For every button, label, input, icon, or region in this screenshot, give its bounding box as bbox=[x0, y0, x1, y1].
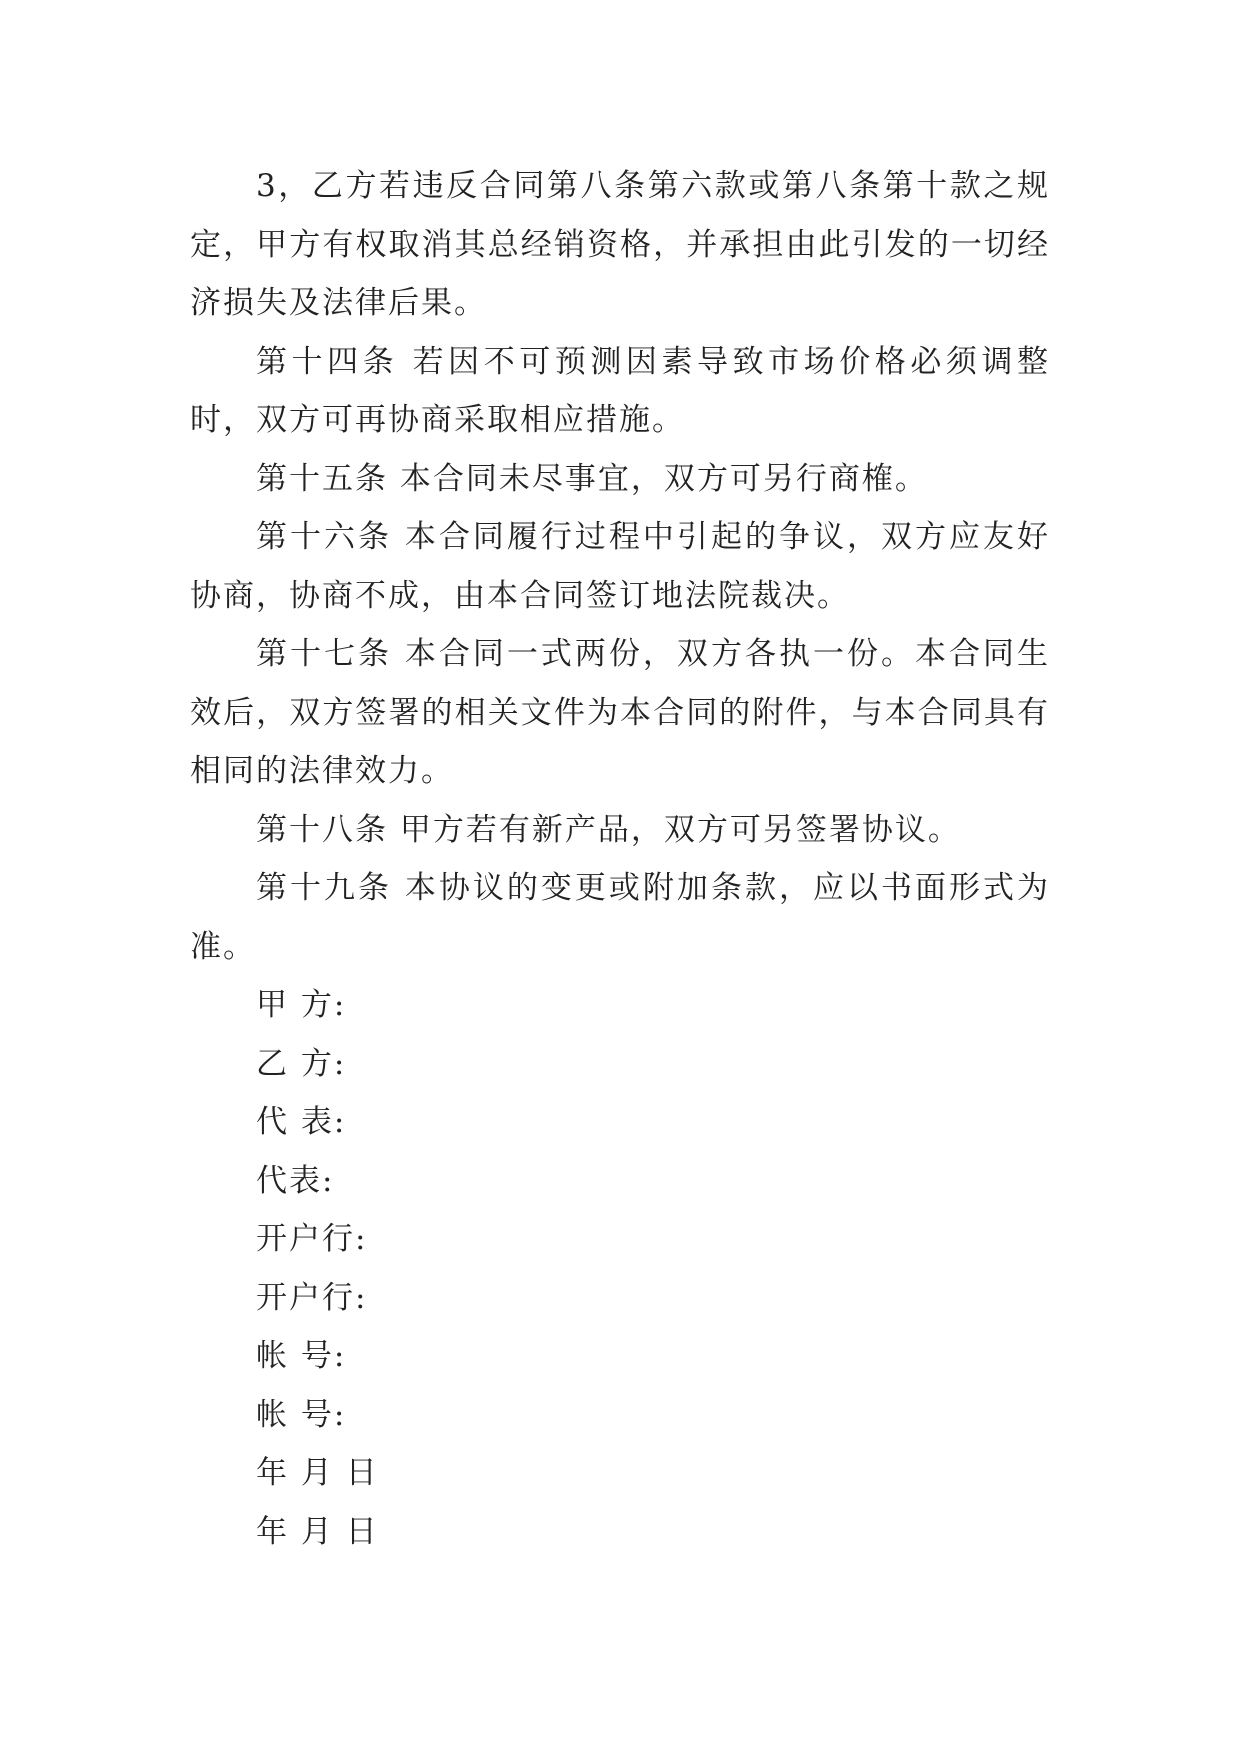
paragraph-clause-17: 第十七条 本合同一式两份，双方各执一份。本合同生效后，双方签署的相关文件为本合同的附件，与本合同具有相同的法律效力。 bbox=[190, 636, 1050, 789]
paragraph-clause-15: 第十五条 本合同未尽事宜，双方可另行商榷。 bbox=[256, 460, 928, 497]
signature-party-a: 甲 方: bbox=[256, 987, 347, 1023]
signature-date-b: 年 月 日 bbox=[256, 1513, 379, 1550]
signature-representative-b: 代表: bbox=[256, 1162, 335, 1199]
signature-party-b: 乙 方: bbox=[256, 1045, 347, 1082]
paragraph-clause-19: 第十九条 本协议的变更或附加条款，应以书面形式为准。 bbox=[190, 870, 1050, 965]
signature-bank-b: 开户行: bbox=[256, 1279, 368, 1316]
signature-account-b: 帐 号: bbox=[256, 1396, 347, 1433]
signature-bank-a: 开户行: bbox=[256, 1221, 368, 1257]
paragraph-clause-13-3: 3，乙方若违反合同第八条第六款或第八条第十款之规定，甲方有权取消其总经销资格，并承担由此引发的一切经济损失及法律后果。 bbox=[190, 168, 1050, 321]
signature-representative-a: 代 表: bbox=[256, 1104, 347, 1140]
signature-date-a: 年 月 日 bbox=[256, 1455, 379, 1491]
paragraph-clause-14: 第十四条 若因不可预测因素导致市场价格必须调整时，双方可再协商采取相应措施。 bbox=[190, 343, 1050, 438]
paragraph-clause-18: 第十八条 甲方若有新产品，双方可另签署协议。 bbox=[256, 811, 961, 848]
document-body bbox=[190, 157, 1050, 1561]
signature-account-a: 帐 号: bbox=[256, 1338, 347, 1374]
paragraph-clause-16: 第十六条 本合同履行过程中引起的争议，双方应友好协商，协商不成，由本合同签订地法院裁决。 bbox=[190, 519, 1050, 614]
